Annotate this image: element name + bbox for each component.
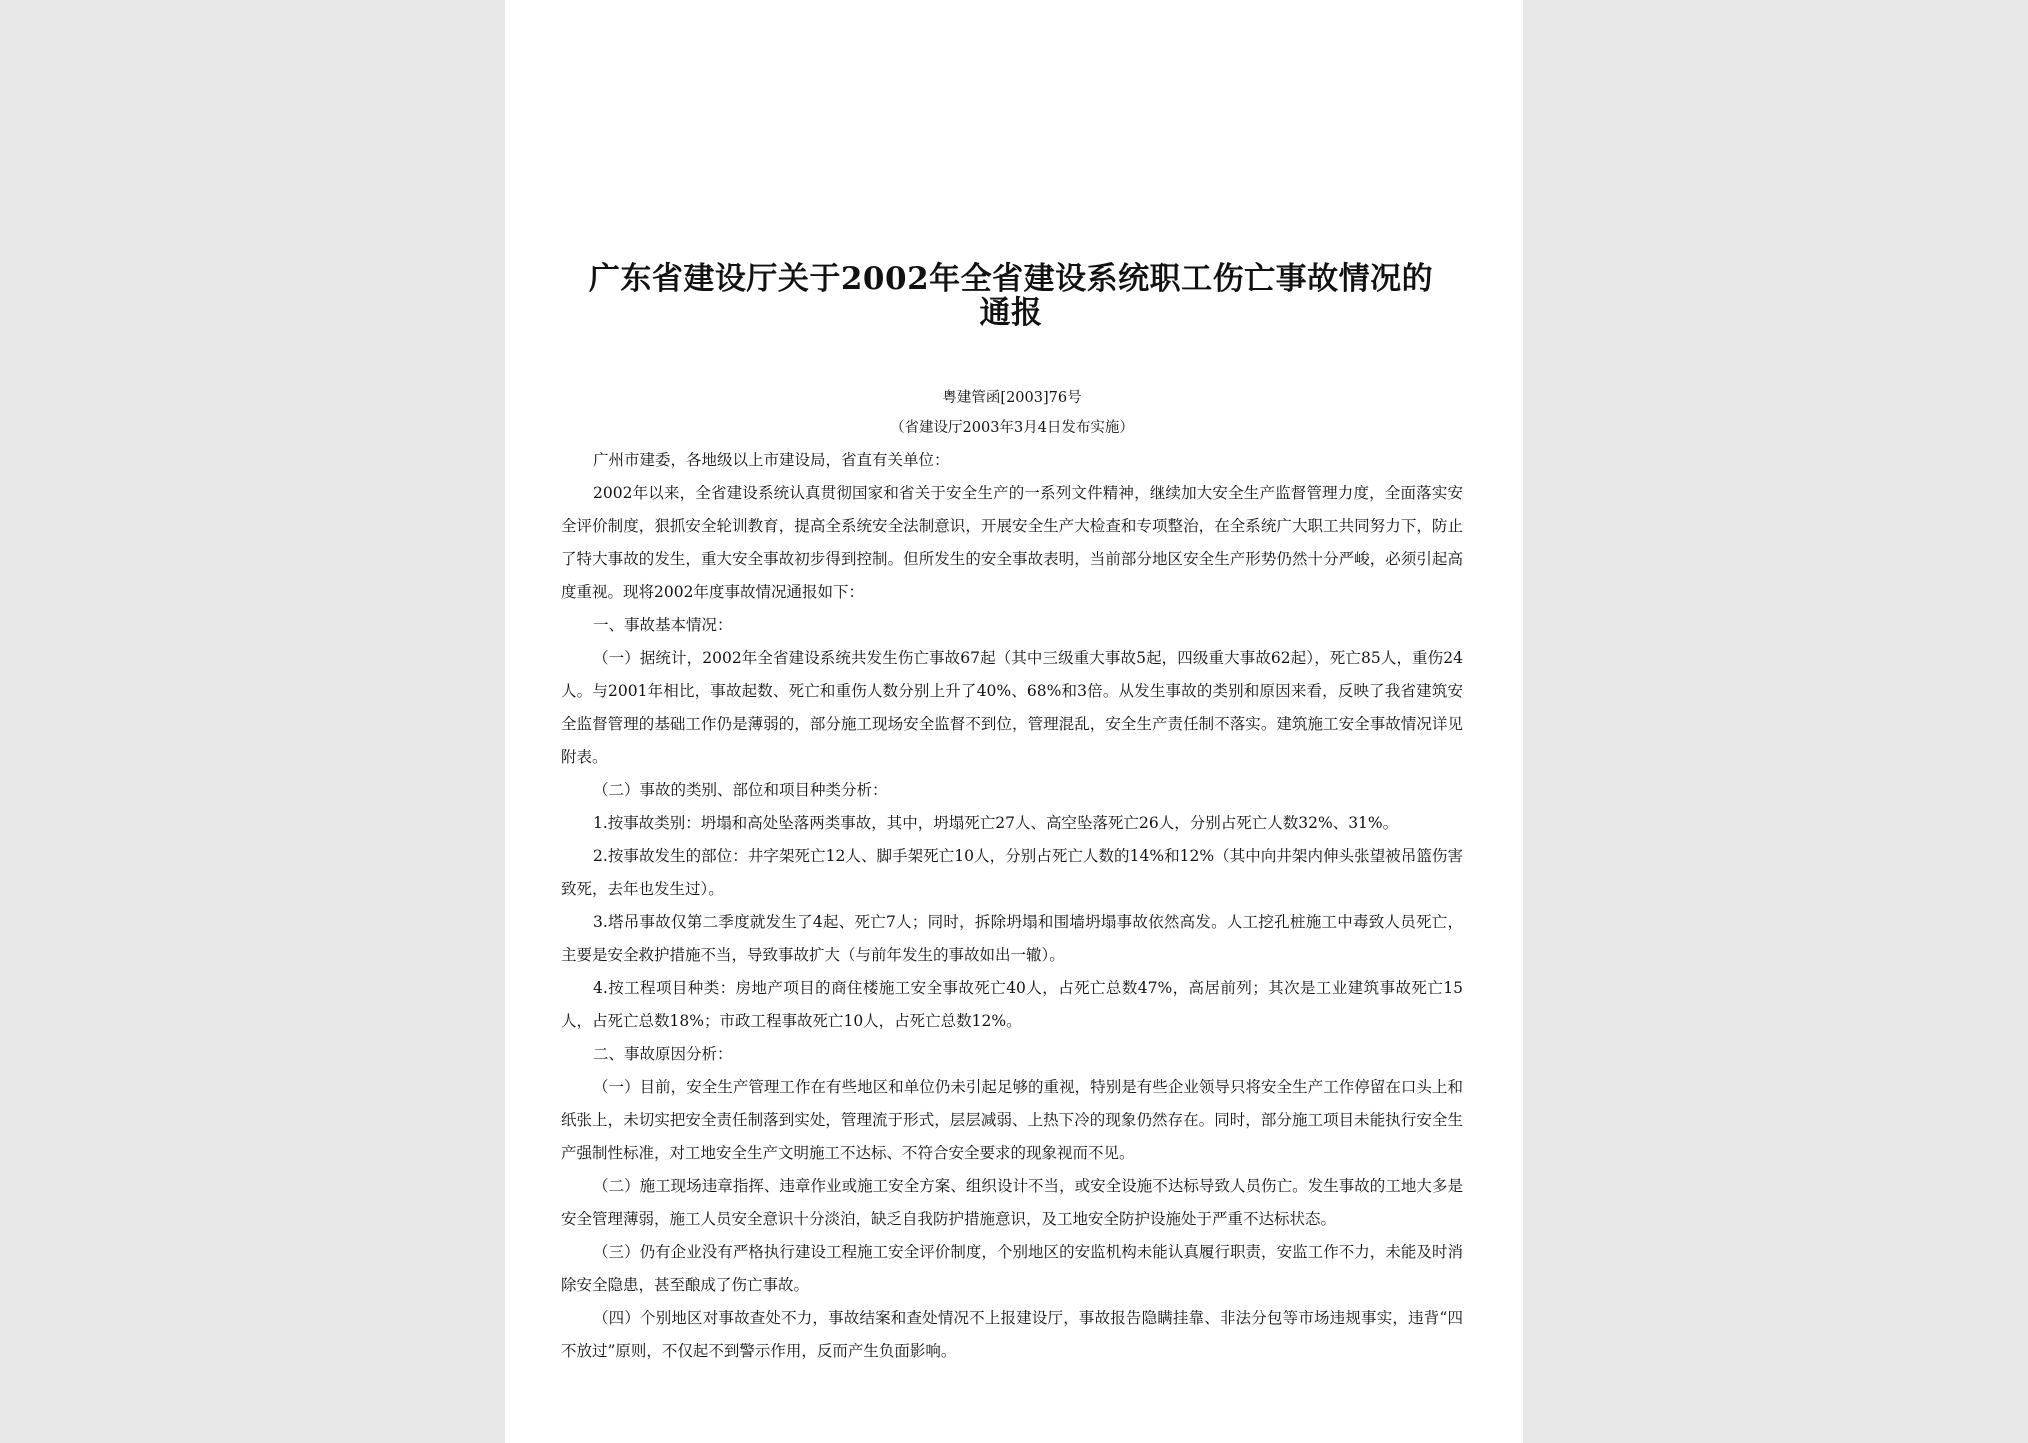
body-paragraph: （一）据统计，2002年全省建设系统共发生伤亡事故67起（其中三级重大事故5起，四级重大事故62起），死亡85人，重伤24人。与2001年相比，事故起数、死亡和重伤人数分别上升了40%、68%和3倍。从发生事故的类别和原因来看，反映了我省建筑安全监督管理的基础工作仍是薄弱的，部分施工现场安全监督不到位，管理混乱，安全生产责任制不落实。建筑施工安全事故情况详见附表。 — [561, 649, 1463, 766]
body-paragraph: 1.按事故类别：坍塌和高处坠落两类事故，其中，坍塌死亡27人、高空坠落死亡26人，分别占死亡人数32%、31%。 — [593, 814, 1399, 832]
body-paragraph: 2002年以来，全省建设系统认真贯彻国家和省关于安全生产的一系列文件精神，继续加大安全生产监督管理力度，全面落实安全评价制度，狠抓安全轮训教育，提高全系统安全法制意识，开展安全生产大检查和专项整治，在全系统广大职工共同努力下，防止了特大事故的发生，重大安全事故初步得到控制。但所发生的安全事故表明，当前部分地区安全生产形势仍然十分严峻，必须引起高度重视。现将2002年度事故情况通报如下： — [561, 484, 1463, 601]
addressee-line: 广州市建委，各地级以上市建设局，省直有关单位： — [593, 451, 950, 469]
section-heading: 二、事故原因分析： — [593, 1045, 733, 1063]
body-paragraph: （一）目前，安全生产管理工作在有些地区和单位仍未引起足够的重视，特别是有些企业领导只将安全生产工作停留在口头上和纸张上，未切实把安全责任制落到实处，管理流于形式，层层减弱、上热下冷的现象仍然存在。同时，部分施工项目未能执行安全生产强制性标准，对工地安全生产文明施工不达标、不符合安全要求的现象视而不见。 — [561, 1078, 1463, 1162]
body-paragraph: （三）仍有企业没有严格执行建设工程施工安全评价制度，个别地区的安监机构未能认真履行职责，安监工作不力，未能及时消除安全隐患，甚至酿成了伤亡事故。 — [561, 1243, 1463, 1294]
document-number: 粤建管函[2003]76号 — [942, 390, 1082, 406]
document-title: 广东省建设厅关于2002年全省建设系统职工伤亡事故情况的通报 — [588, 261, 1434, 331]
body-paragraph: 3.塔吊事故仅第二季度就发生了4起、死亡7人；同时，拆除坍塌和围墙坍塌事故依然高发。人工挖孔桩施工中毒致人员死亡，主要是安全救护措施不当，导致事故扩大（与前年发生的事故如出一辙）。 — [561, 913, 1463, 964]
body-paragraph: 2.按事故发生的部位：井字架死亡12人、脚手架死亡10人，分别占死亡人数的14%和12%（其中向井架内伸头张望被吊篮伤害致死，去年也发生过）。 — [561, 847, 1463, 898]
body-paragraph: 4.按工程项目种类：房地产项目的商住楼施工安全事故死亡40人，占死亡总数47%，高居前列；其次是工业建筑事故死亡15人，占死亡总数18%；市政工程事故死亡10人，占死亡总数12%。 — [561, 979, 1463, 1030]
body-paragraph: （四）个别地区对事故查处不力，事故结案和查处情况不上报建设厅，事故报告隐瞒挂靠、非法分包等市场违规事实，违背“四不放过”原则，不仅起不到警示作用，反而产生负面影响。 — [561, 1309, 1463, 1360]
section-heading: 一、事故基本情况： — [593, 616, 733, 634]
document-page — [505, 0, 1523, 1443]
document-body — [561, 444, 1463, 1368]
body-paragraph: （二）施工现场违章指挥、违章作业或施工安全方案、组织设计不当，或安全设施不达标导致人员伤亡。发生事故的工地大多是安全管理薄弱，施工人员安全意识十分淡泊，缺乏自我防护措施意识，及工地安全防护设施处于严重不达标状态。 — [561, 1177, 1463, 1228]
release-note: （省建设厅2003年3月4日发布实施） — [890, 420, 1134, 436]
subsection-heading: （二）事故的类别、部位和项目种类分析： — [593, 781, 888, 799]
